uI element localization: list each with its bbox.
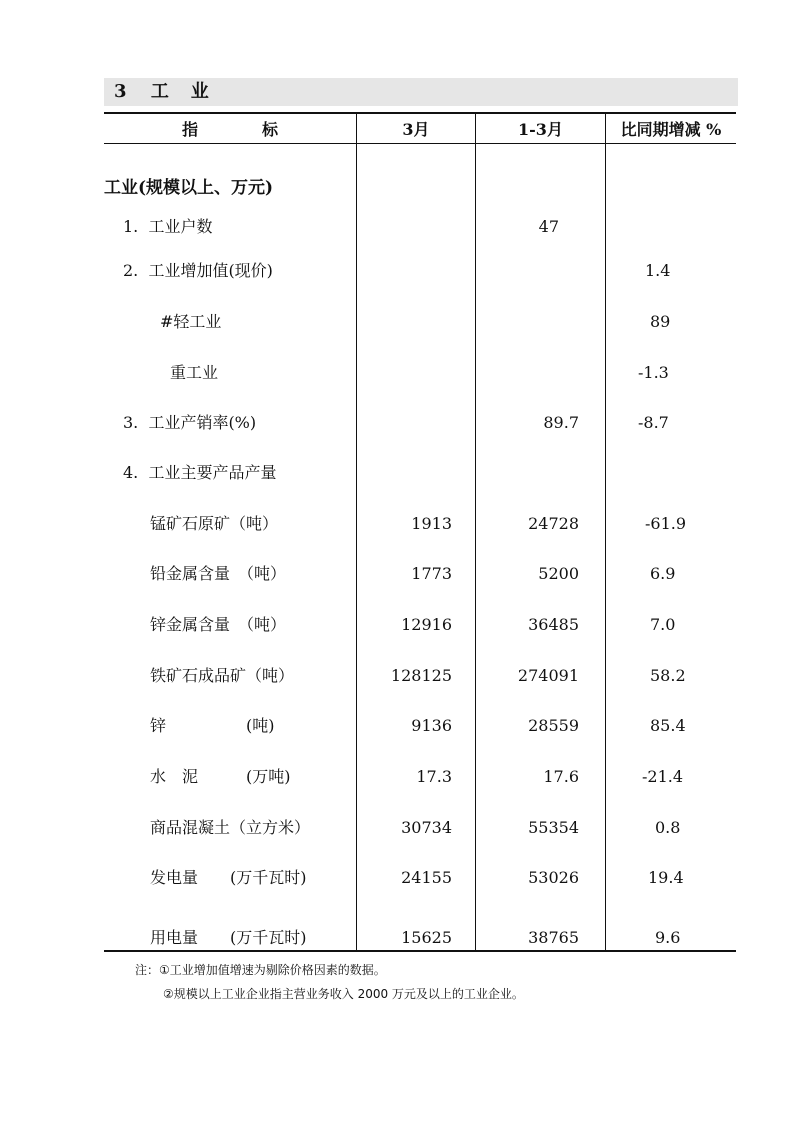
row-label: #轻工业 [160,312,222,331]
row-change-value: 19.4 [648,868,684,887]
row-label: 1. 工业户数 [123,217,213,236]
row-month-value: 24155 [401,868,452,887]
row-label: 2. 工业增加值(现价) [123,261,273,280]
header-change: 比同期增减 % [620,120,722,139]
row-change-value: 85.4 [650,716,686,735]
row-cumulative-value: 53026 [528,868,579,887]
footnote-1: 注：①工业增加值增速为剔除价格因素的数据。 [135,963,386,977]
row-month-value: 9136 [411,716,452,735]
row-cumulative-value: 28559 [528,716,579,735]
row-month-value: 1913 [411,514,452,533]
row-change-value: 1.4 [645,261,671,280]
section-number: 3 [114,81,129,102]
row-change-value: -61.9 [645,514,687,533]
table-top-rule [104,112,736,114]
row-cumulative-value: 36485 [528,615,579,634]
row-label: 发电量 (万千瓦时) [150,868,307,887]
row-month-value: 17.3 [416,767,452,786]
row-label: 锌金属含量 （吨） [150,615,287,634]
row-label: 铁矿石成品矿（吨） [150,666,295,685]
row-label: 锌 (吨) [150,716,275,735]
header-cumulative: 1-3月 [518,120,563,139]
row-change-value: -21.4 [642,767,684,786]
header-month: 3月 [402,120,430,139]
section-title [104,78,738,106]
footnote-2: ②规模以上工业企业指主营业务收入 2000 万元及以上的工业企业。 [163,987,524,1001]
row-month-value: 15625 [401,928,452,947]
row-change-value: 58.2 [650,666,686,685]
section-title-text: 工 业 [150,81,211,102]
row-label: 用电量 (万千瓦时) [150,928,307,947]
row-change-value: 9.6 [655,928,681,947]
row-change-value: 0.8 [655,818,681,837]
row-label: 重工业 [170,363,219,382]
row-change-value: 6.9 [650,564,676,583]
row-cumulative-value: 47 [538,217,559,236]
row-change-value: -8.7 [638,413,669,432]
row-month-value: 12916 [401,615,452,634]
row-cumulative-value: 38765 [528,928,579,947]
row-cumulative-value: 5200 [538,564,579,583]
header-indicator: 指 标 [181,120,278,139]
row-label: 商品混凝土（立方米） [150,818,311,837]
table-header-rule [104,143,736,144]
row-cumulative-value: 17.6 [543,767,579,786]
row-change-value: 89 [650,312,671,331]
row-month-value: 30734 [401,818,452,837]
row-month-value: 1773 [411,564,452,583]
column-divider [605,113,606,951]
row-change-value: -1.3 [638,363,669,382]
row-change-value: 7.0 [650,615,676,634]
table-bottom-rule [104,950,736,952]
row-cumulative-value: 24728 [528,514,579,533]
row-label: 3. 工业产销率(%) [123,413,257,432]
row-cumulative-value: 89.7 [543,413,579,432]
row-label: 4. 工业主要产品产量 [123,463,277,482]
row-cumulative-value: 274091 [517,666,579,685]
row-cumulative-value: 55354 [528,818,579,837]
row-month-value: 128125 [390,666,452,685]
row-label: 水 泥 (万吨) [150,767,291,786]
row-label: 锰矿石原矿（吨） [150,514,279,533]
row-label: 铅金属含量 （吨） [150,564,287,583]
category-heading: 工业(规模以上、万元) [104,178,274,198]
